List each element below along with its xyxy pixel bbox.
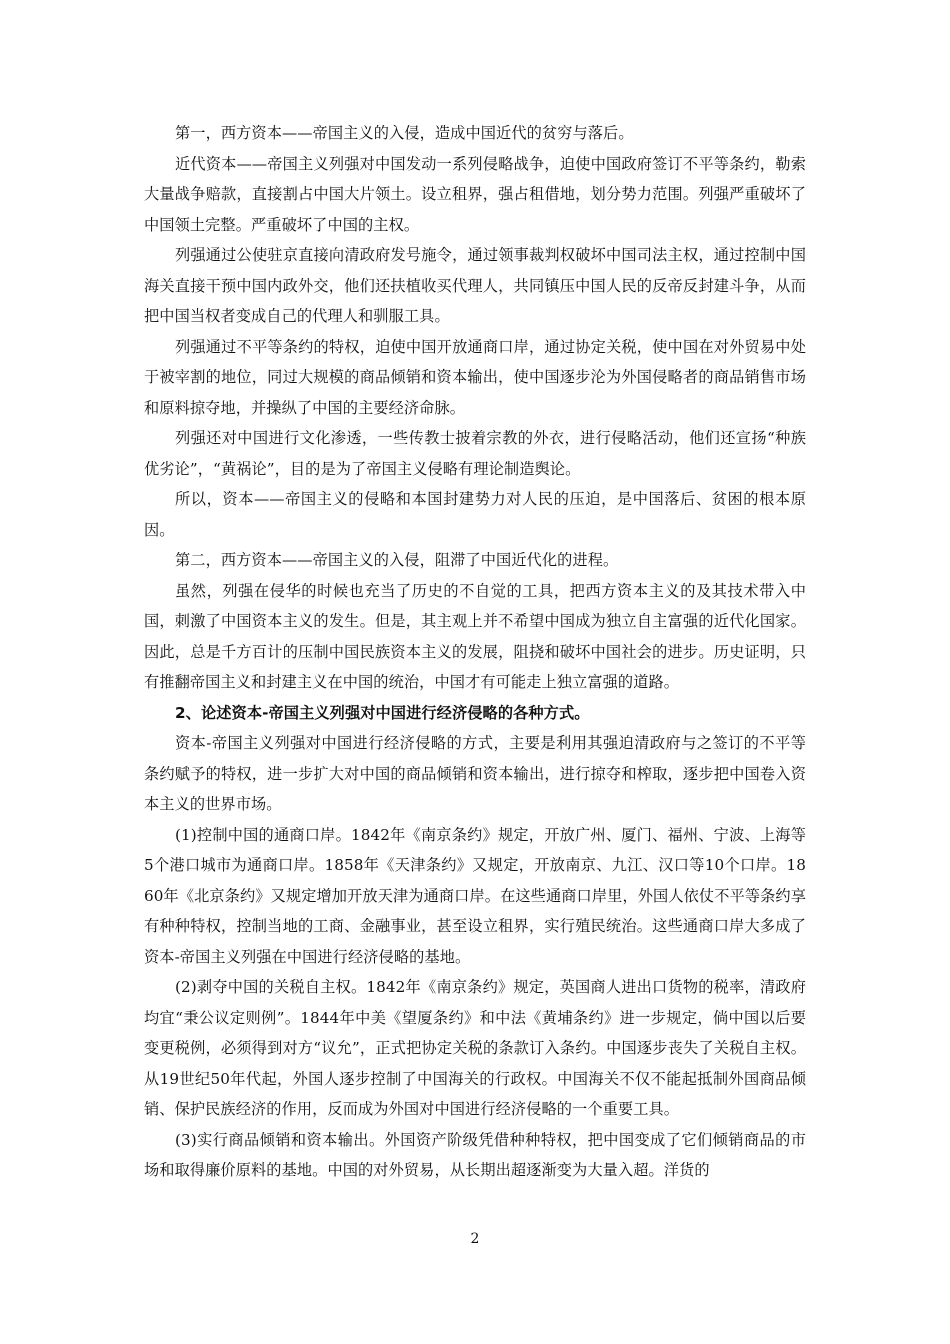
paragraph: 列强通过不平等条约的特权，迫使中国开放通商口岸，通过协定关税，使中国在对外贸易中处于被宰割的地位，同过大规模的商品倾销和资本输出，使中国逐步沦为外国侵略者的商品销售市场和原料掠夺地，并操纵了中国的主要经济命脉。 [144,337,806,417]
paragraph: (3)实行商品倾销和资本输出。外国资产阶级凭借种种特权，把中国变成了它们倾销商品的市场和取得廉价原料的基地。中国的对外贸易，从长期出超逐渐变为大量入超。洋货的 [144,1130,806,1179]
paragraph: 所以，资本——帝国主义的侵略和本国封建势力对人民的压迫，是中国落后、贫困的根本原因。 [144,490,806,539]
paragraph: 资本-帝国主义列强对中国进行经济侵略的方式，主要是利用其强迫清政府与之签订的不平等条约赋予的特权，进一步扩大对中国的商品倾销和资本输出，进行掠夺和榨取，逐步把中国卷入资本主义的世界市场。 [144,734,806,813]
document-page [144,118,806,1186]
page-number: 2 [470,1231,480,1247]
paragraph: 列强通过公使驻京直接向清政府发号施令，通过领事裁判权破坏中国司法主权，通过控制中国海关直接干预中国内政外交，他们还扶植收买代理人，共同镇压中国人民的反帝反封建斗争，从而把中国当权者变成自己的代理人和驯服工具。 [144,246,806,325]
section-heading: 2、论述资本-帝国主义列强对中国进行经济侵略的各种方式。 [175,703,590,722]
paragraph: 第一，西方资本——帝国主义的入侵，造成中国近代的贫穷与落后。 [175,124,634,142]
paragraph: 第二，西方资本——帝国主义的入侵，阻滞了中国近代化的进程。 [175,551,619,569]
paragraph: 虽然，列强在侵华的时候也充当了历史的不自觉的工具，把西方资本主义的及其技术带入中国，刺激了中国资本主义的发生。但是，其主观上并不希望中国成为独立自主富强的近代化国家。因此，总是千方百计的压制中国民族资本主义的发展，阻挠和破坏中国社会的进步。历史证明，只有推翻帝国主义和封建主义在中国的统治，中国才有可能走上独立富强的道路。 [144,581,806,691]
paragraph: (2)剥夺中国的关税自主权。1842年《南京条约》规定，英国商人进出口货物的税率，清政府均宜“秉公议定则例”。1844年中美《望厦条约》和中法《黄埔条约》进一步规定，倘中国以后要变更税例，必须得到对方“议允”，正式把协定关税的条款订入条约。中国逐步丧失了关税自主权。从19世纪50年代起，外国人逐步控制了中国海关的行政权。中国海关不仅不能起抵制外国商品倾销、保护民族经济的作用，反而成为外国对中国进行经济侵略的一个重要工具。 [144,978,806,1118]
paragraph: 列强还对中国进行文化渗透，一些传教士披着宗教的外衣，进行侵略活动，他们还宣扬“种族优劣论”，“黄祸论”，目的是为了帝国主义侵略有理论制造舆论。 [144,429,806,478]
paragraph: (1)控制中国的通商口岸。1842年《南京条约》规定，开放广州、厦门、福州、宁波、上海等5个港口城市为通商口岸。1858年《天津条约》又规定，开放南京、九江、汉口等10个口岸。1860年《北京条约》又规定增加开放天津为通商口岸。在这些通商口岸里，外国人依仗不平等条约享有种种特权，控制当地的工商、金融事业，甚至设立租界，实行殖民统治。这些通商口岸大多成了资本-帝国主义列强在中国进行经济侵略的基地。 [144,825,806,966]
paragraph: 近代资本——帝国主义列强对中国发动一系列侵略战争，迫使中国政府签订不平等条约，勒索大量战争赔款，直接割占中国大片领土。设立租界，强占租借地，划分势力范围。列强严重破坏了中国领土完整。严重破坏了中国的主权。 [144,154,806,234]
